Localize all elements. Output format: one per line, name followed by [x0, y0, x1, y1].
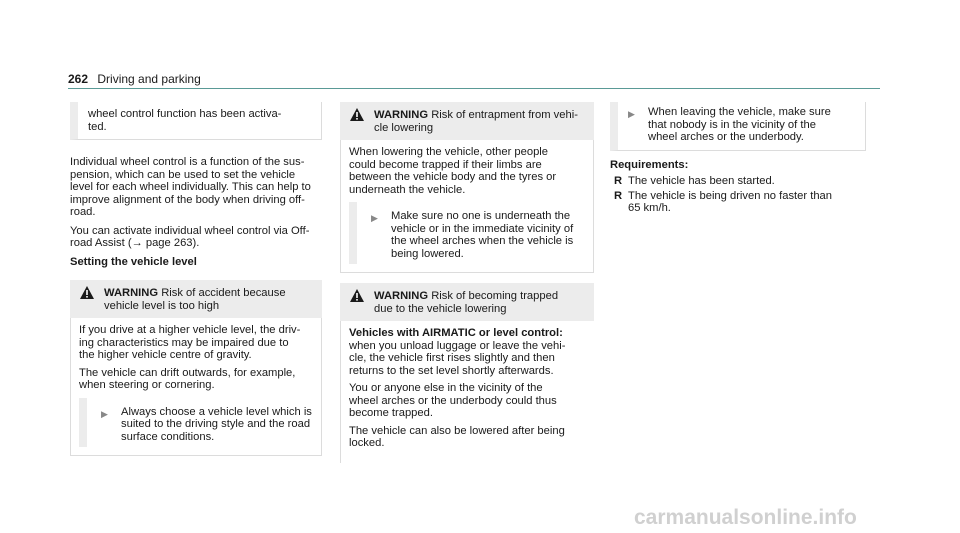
- warning-label: WARNING: [374, 290, 429, 302]
- warning-body: [340, 140, 594, 273]
- warning-box-3: [340, 283, 594, 463]
- warning-box-1: [70, 280, 322, 456]
- warning-body: [340, 321, 594, 463]
- requirement-item: R The vehicle has been started.: [614, 175, 775, 187]
- header-rule: [68, 88, 880, 89]
- watermark: carmanualsonline.info: [634, 506, 857, 529]
- warning-label: WARNING: [374, 109, 429, 121]
- requirements-heading: Requirements:: [610, 158, 689, 171]
- step-text: Always choose a vehicle level which is suited to the driving style and the road surface conditions.: [121, 405, 312, 443]
- warning-triangle-icon: [350, 289, 364, 306]
- warning-box-2: [340, 102, 594, 273]
- warning-paragraph: When lowering the vehicle, other people could become trapped if their limbs are between the vehicle body and the tyres or underneath the vehicle.: [349, 146, 557, 196]
- warning-header: [340, 102, 594, 140]
- warning-paragraph: The vehicle can drift outwards, for example, when steering or cornering.: [79, 366, 296, 391]
- step-text: Make sure no one is underneath the vehicle or in the immediate vicinity of the wheel arches when the vehicle is being lowered.: [391, 210, 574, 260]
- warning-header: [70, 280, 322, 318]
- warning-step: [349, 202, 585, 264]
- step-arrow-icon: ▶: [371, 213, 378, 223]
- step-arrow-icon: ▶: [628, 109, 635, 119]
- column-2: [340, 102, 594, 463]
- warning-paragraph: You or anyone else in the vicinity of the wheel arches or the underbody could thus become trapped.: [349, 382, 557, 419]
- warning-header: [340, 283, 594, 321]
- warning-title: Risk of becoming trapped due to the vehicle lowering: [374, 290, 559, 315]
- step-arrow-icon: ▶: [101, 408, 108, 419]
- warning-body: [70, 318, 322, 456]
- warning-title: Risk of entrapment from vehi- cle lowering: [374, 109, 578, 134]
- warning-label: WARNING: [104, 287, 159, 299]
- page-number: 262: [68, 72, 89, 86]
- column-1: [70, 102, 322, 456]
- warning-triangle-icon: [350, 108, 364, 125]
- warning-title: Risk of accident because vehicle level is too high: [104, 287, 286, 312]
- warning-paragraph: The vehicle can also be lowered after being locked.: [349, 424, 565, 449]
- section-heading: Setting the vehicle level: [70, 255, 197, 268]
- warning-paragraph: If you drive at a higher vehicle level, the driv- ing characteristics may be impaired due to the higher vehicle centre of gravity.: [79, 324, 301, 361]
- requirement-item: R The vehicle is being driven no faster than 65 km/h.: [614, 189, 832, 214]
- section-title: Driving and parking: [97, 72, 201, 86]
- step-text: When leaving the vehicle, make sure that nobody is in the vicinity of the wheel arches or the underbody.: [648, 106, 831, 143]
- paragraph-offroad-assist: You can activate individual wheel control via Off- road Assist (→ page 263).: [70, 224, 310, 249]
- warning-subheading: Vehicles with AIRMATIC or level control:: [349, 327, 563, 339]
- continued-step-text: wheel control function has been activa- ted.: [70, 102, 322, 140]
- step-box: [610, 102, 866, 151]
- warning-paragraph: when you unload luggage or leave the vehi- cle, the vehicle first rises slightly and then returns to the set level shortly afterwards.: [349, 339, 566, 377]
- warning-step: [79, 398, 313, 448]
- paragraph-individual-wheel: Individual wheel control is a function of the sus- pension, which can be used to set the vehicle level for each wheel individually. This can help to improve alignment of the body when driving off- road.: [70, 156, 311, 218]
- page-header: [68, 72, 201, 86]
- warning-triangle-icon: [80, 286, 94, 303]
- column-3: [610, 102, 866, 217]
